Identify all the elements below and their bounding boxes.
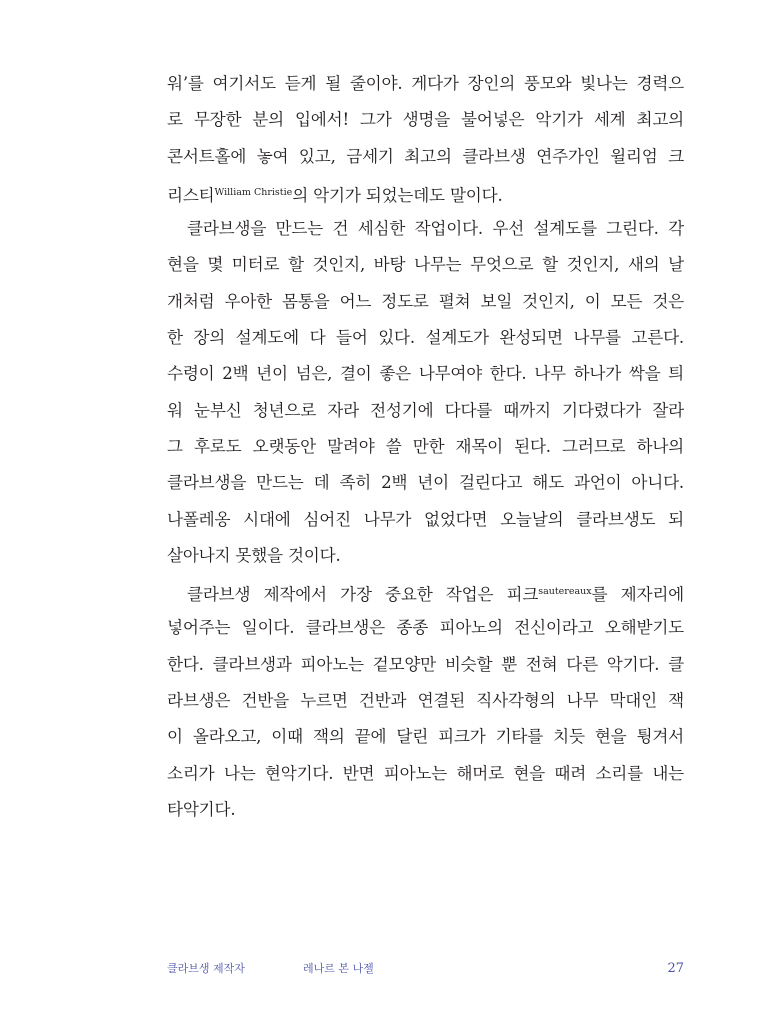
text-line: 살아나지 못했을 것이다. — [167, 545, 341, 565]
page-number: 27 — [667, 961, 684, 976]
text-line: 이 올라오고, 이때 잭의 끝에 달린 피크가 기타를 치듯 현을 튕겨서 — [167, 727, 684, 747]
text-segment: 리스티 — [167, 185, 215, 205]
text-line: 현을 몇 미터로 할 것인지, 바탕 나무는 무엇으로 할 것인지, 새의 날 — [167, 255, 684, 275]
text-line: 로 무장한 분의 입에서! 그가 생명을 불어넣은 악기가 세계 최고의 — [167, 110, 684, 130]
text-line: 한다. 클라브생과 피아노는 겉모양만 비슷할 뿐 전혀 다른 악기다. 클 — [167, 654, 684, 674]
footer-book-title: 클라브생 제작자 — [167, 962, 245, 975]
footer-author: 레나르 본 나젤 — [303, 962, 374, 975]
text-line: 라브생은 건반을 누르면 건반과 연결된 직사각형의 나무 막대인 잭 — [167, 691, 684, 711]
body-text — [167, 66, 684, 828]
text-line: 수령이 2백 년이 넘은, 결이 좋은 나무여야 한다. 나무 하나가 싹을 틔 — [167, 364, 684, 384]
text-line: 그 후로도 오랫동안 말려야 쓸 만한 재목이 된다. 그러므로 하나의 — [167, 436, 684, 456]
text-line: 소리가 나는 현악기다. 반면 피아노는 해머로 현을 때려 소리를 내는 — [167, 763, 684, 783]
text-segment: 를 제자리에 — [591, 585, 684, 605]
annotation-sautereaux: sautereaux — [538, 586, 592, 598]
text-segment: 의 악기가 되었는데도 말이다. — [292, 185, 503, 205]
text-segment: 클라브생 제작에서 가장 중요한 작업은 피크 — [187, 585, 539, 605]
text-line: 콘서트홀에 놓여 있고, 금세기 최고의 클라브생 연주가인 윌리엄 크 — [167, 146, 684, 166]
text-line: 개처럼 우아한 몸통을 어느 정도로 펼쳐 보일 것인지, 이 모든 것은 — [167, 291, 684, 311]
text-line: 나폴레옹 시대에 심어진 나무가 없었다면 오늘날의 클라브생도 되 — [167, 509, 684, 529]
text-line: 넣어주는 일이다. 클라브생은 종종 피아노의 전신이라고 오해받기도 — [167, 618, 684, 638]
text-line — [167, 175, 684, 211]
paragraph-start: 클라브생을 만드는 건 세심한 작업이다. 우선 설계도를 그린다. 각 — [187, 219, 684, 239]
text-line: 클라브생을 만드는 데 족히 2백 년이 걸린다고 해도 과언이 아니다. — [167, 473, 684, 493]
text-line: 워’를 여기서도 듣게 될 줄이야. 게다가 장인의 풍모와 빛나는 경력으 — [167, 74, 684, 93]
text-line: 타악기다. — [167, 799, 236, 819]
text-line: 한 장의 설계도에 다 들어 있다. 설계도가 완성되면 나무를 고른다. — [167, 328, 684, 348]
annotation-william-christie: William Christie — [214, 186, 293, 198]
paragraph-start — [167, 574, 684, 610]
text-line: 워 눈부신 청년으로 자라 전성기에 다다를 때까지 기다렸다가 잘라 — [167, 400, 684, 420]
